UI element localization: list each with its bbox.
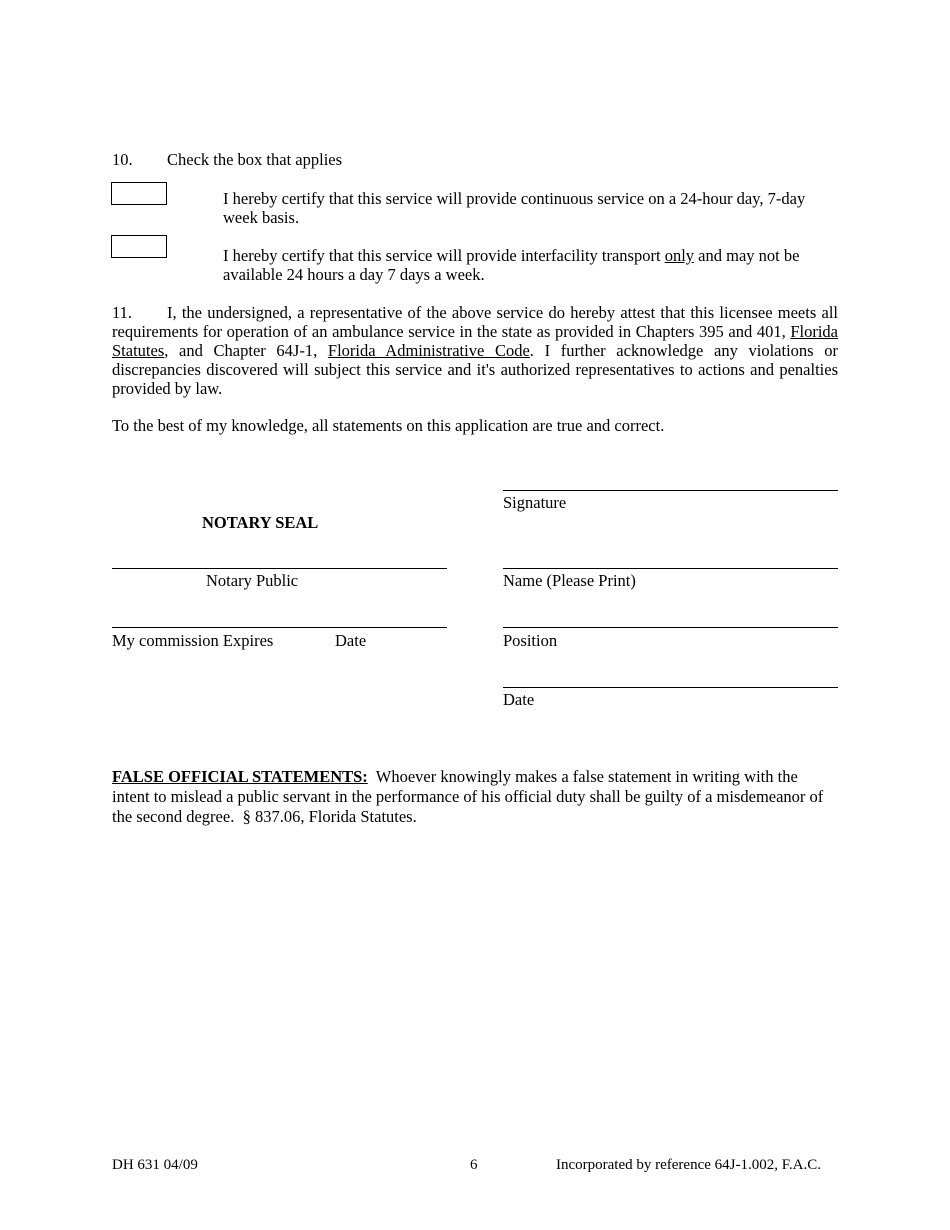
notary-public-label: Notary Public — [206, 571, 299, 590]
name-line[interactable] — [503, 568, 838, 569]
notary-seal-label: NOTARY SEAL — [202, 513, 319, 532]
date-line[interactable] — [503, 687, 838, 688]
continuous-service-text: I hereby certify that this service will provide continuous service on a 24-hour day, 7-day week basis. — [223, 189, 806, 227]
notary-public-line[interactable] — [112, 568, 447, 569]
name-label: Name (Please Print) — [503, 571, 636, 590]
florida-admin-code-ref: Florida Administrative Code — [327, 341, 530, 360]
date-label: Date — [503, 690, 535, 709]
continuous-service-checkbox[interactable] — [111, 182, 167, 205]
commission-date-label: Date — [335, 631, 367, 650]
position-line[interactable] — [503, 627, 838, 628]
position-label: Position — [503, 631, 558, 650]
commission-line[interactable] — [112, 627, 447, 628]
signature-label: Signature — [503, 493, 567, 512]
interfacility-text-post: and may not be available 24 hours a day 7 days a week. — [223, 246, 800, 284]
section-11-text-c: . I further acknowledge any violations or discrepancies discovered will subject this service and it's authorized representatives to actions and penalties provided by law. — [112, 341, 838, 398]
section-10-heading: Check the box that applies — [167, 150, 343, 169]
false-statements-heading: FALSE OFFICIAL STATEMENTS: — [112, 767, 368, 786]
interfacility-checkbox[interactable] — [111, 235, 167, 258]
false-statements-text: Whoever knowingly makes a false statement in writing with the intent to mislead a public servant in the performance of his official duty shall be guilty of a misdemeanor of the second degree. § 837.06, Florida Statutes. — [112, 767, 828, 826]
florida-statutes-ref: Florida Statutes — [112, 322, 838, 360]
false-statements-paragraph — [112, 767, 838, 827]
incorporated-reference: Incorporated by reference 64J-1.002, F.A.C. — [556, 1157, 821, 1173]
page-number: 6 — [470, 1157, 478, 1173]
section-10-number: 10. — [112, 150, 133, 169]
interfacility-text-pre: I hereby certify that this service will provide interfacility transport — [223, 246, 665, 265]
section-11-text-a: I, the undersigned, a representative of the above service do hereby attest that this licensee meets all requirements for operation of an ambulance service in the state as provided in Chapters 395 and 401, — [112, 303, 838, 341]
section-11-paragraph — [112, 303, 838, 398]
signature-line[interactable] — [503, 490, 838, 491]
commission-expires-label: My commission Expires — [112, 631, 274, 650]
form-id: DH 631 04/09 — [112, 1157, 198, 1173]
interfacility-only: only — [664, 246, 695, 265]
interfacility-text — [223, 246, 838, 284]
section-11-text-b: , and Chapter 64J-1, — [164, 341, 328, 360]
section-11-number: 11. — [112, 303, 133, 322]
attestation-text: To the best of my knowledge, all statements on this application are true and correct. — [112, 416, 665, 435]
